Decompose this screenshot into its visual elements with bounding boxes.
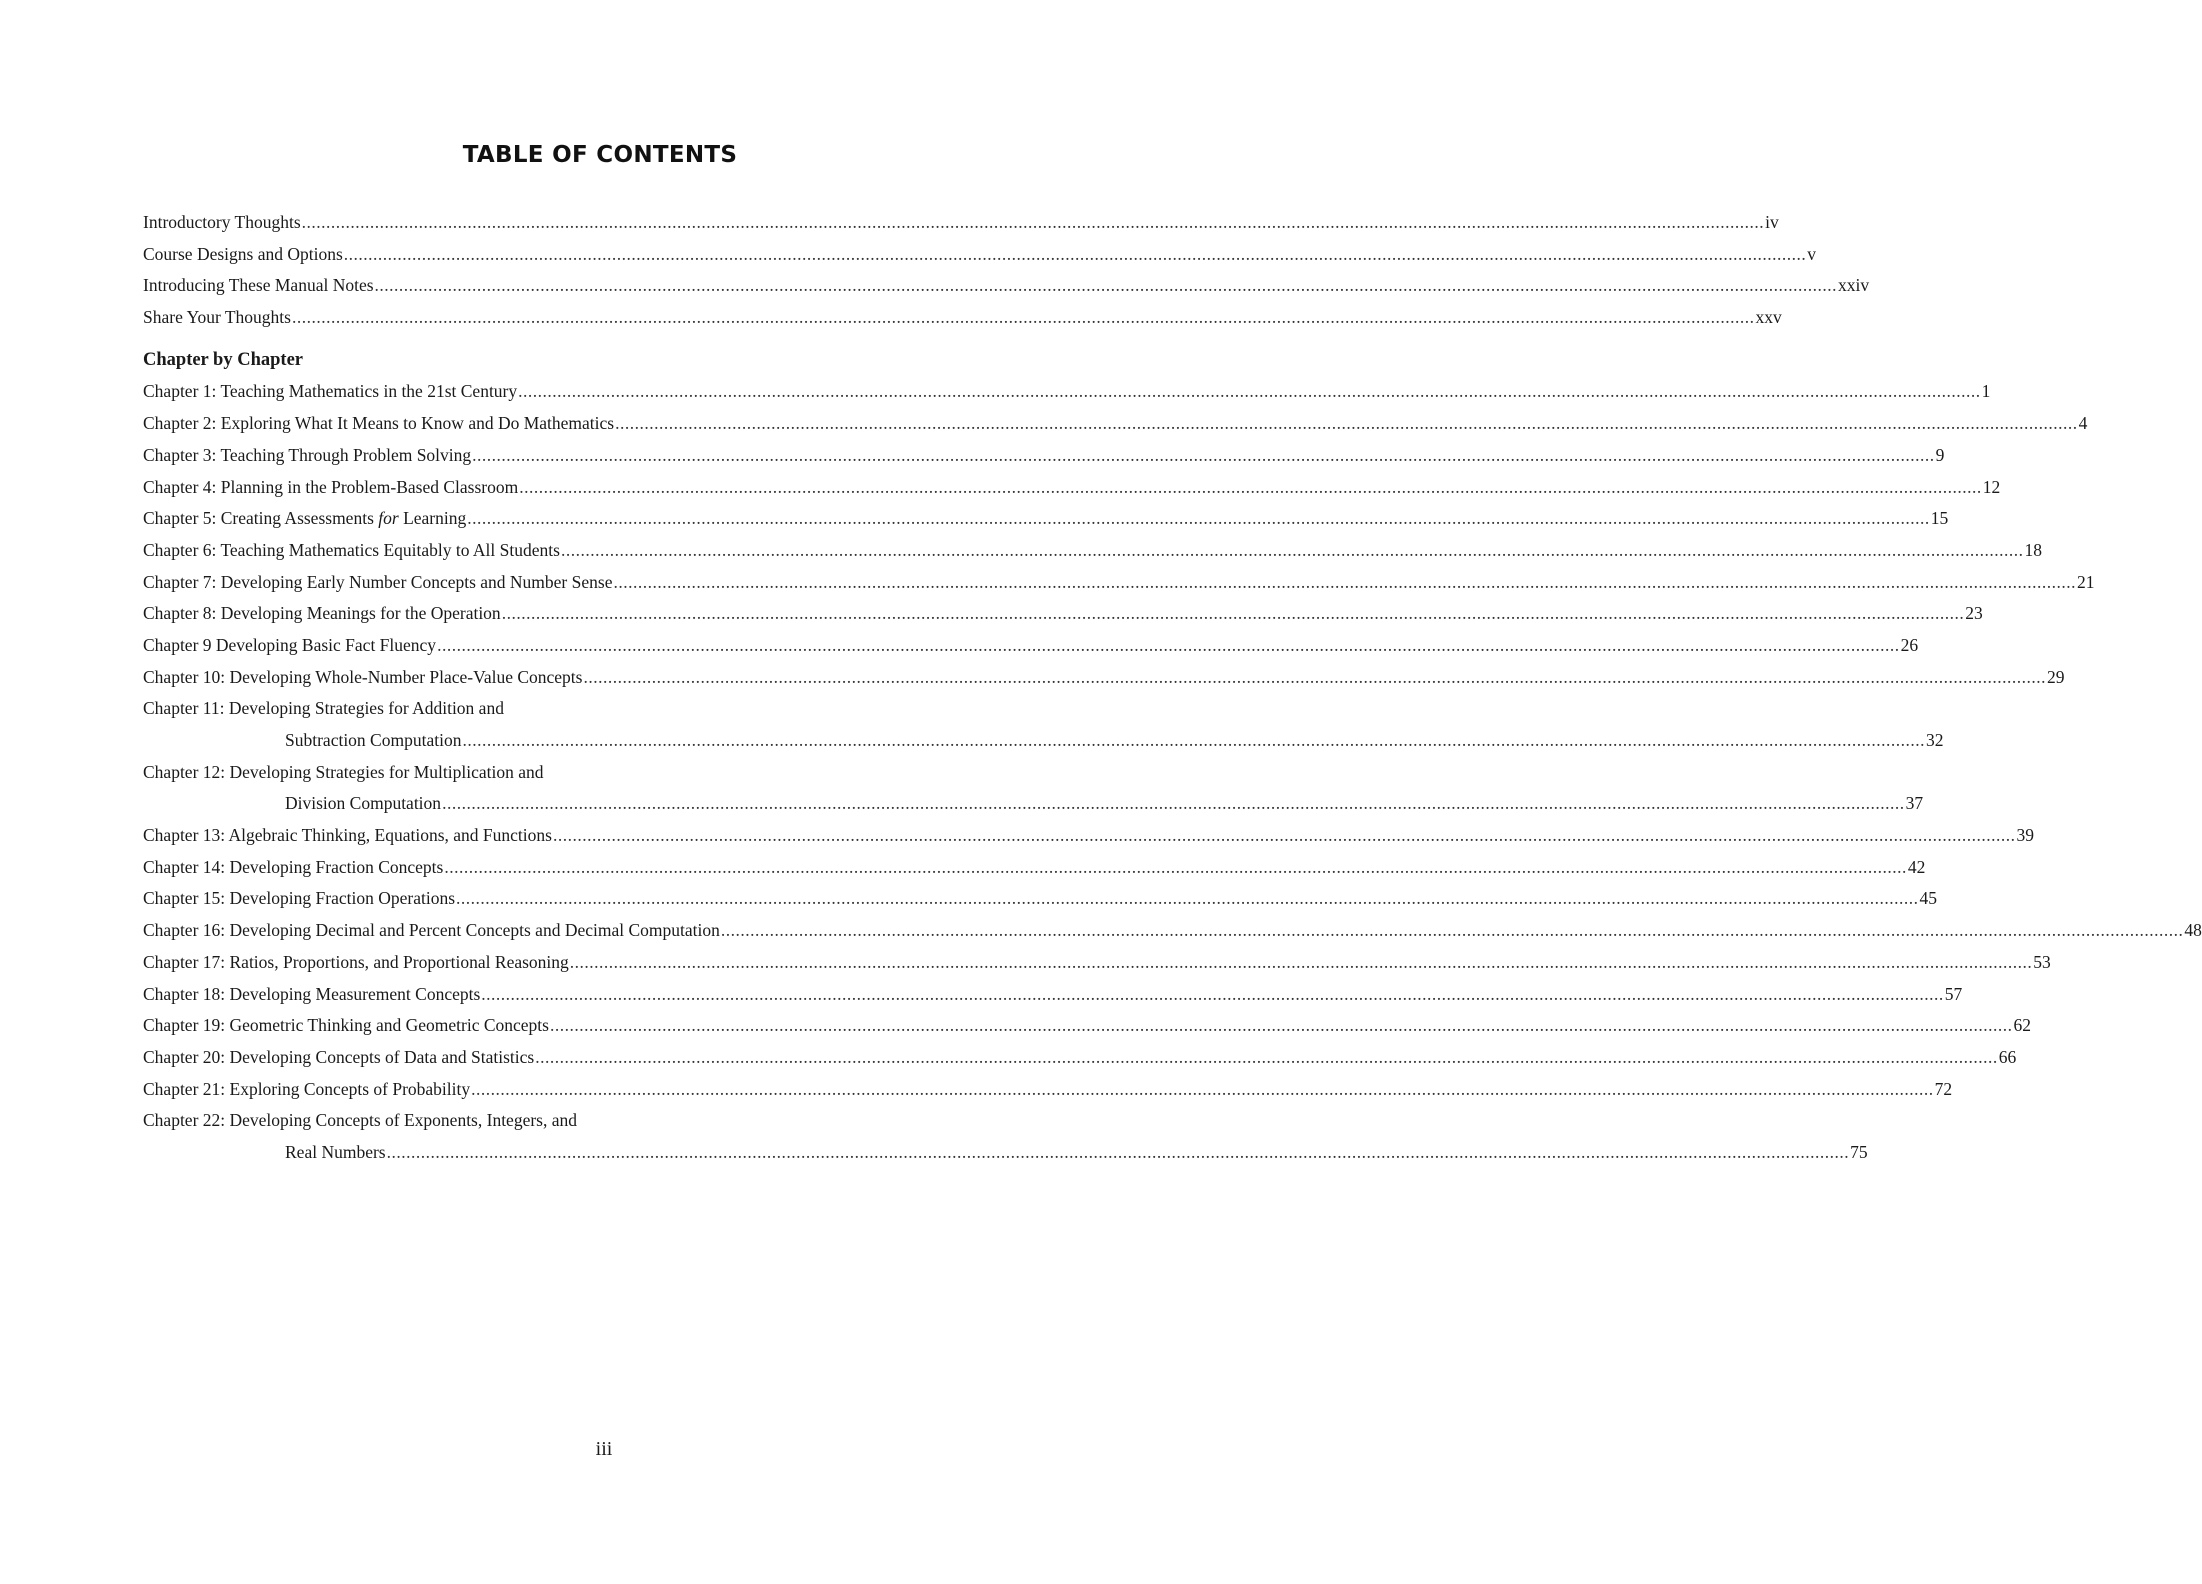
toc-entry-page: 62 bbox=[2013, 1015, 2031, 1036]
toc-entry-course-designs[interactable] bbox=[143, 239, 1817, 271]
toc-entry-title: Chapter 3: Teaching Through Problem Solving bbox=[143, 444, 472, 465]
toc-entry-page: 37 bbox=[1905, 793, 1924, 814]
page-number: iii bbox=[595, 1438, 613, 1460]
dot-leader: ............................................................................................................................................................................................................................................................................................................ bbox=[583, 666, 2046, 687]
toc-entry-title: Chapter 19: Geometric Thinking and Geometric Concepts bbox=[143, 1015, 549, 1036]
toc-entry-page: 42 bbox=[1907, 856, 1926, 877]
toc-entry-chapter-12[interactable] bbox=[143, 757, 1070, 789]
toc-entry-title: Chapter 17: Ratios, Proportions, and Proportional Reasoning bbox=[143, 951, 569, 972]
toc-entry-page: 45 bbox=[1919, 888, 1938, 909]
dot-leader: ............................................................................................................................................................................................................................................................................................................ bbox=[549, 1015, 2013, 1036]
toc-entry-title-continued: Real Numbers bbox=[285, 1141, 386, 1162]
dot-leader: ............................................................................................................................................................................................................................................................................................................ bbox=[552, 825, 2016, 846]
toc-entry-page: 12 bbox=[1982, 476, 2001, 497]
table-of-contents bbox=[143, 207, 2202, 1169]
toc-title-emphasis: for bbox=[378, 508, 399, 529]
dot-leader: ............................................................................................................................................................................................................................................................................................................ bbox=[560, 539, 2024, 560]
toc-entry-chapter-11[interactable] bbox=[143, 693, 1070, 725]
dot-leader: ............................................................................................................................................................................................................................................................................................................ bbox=[343, 243, 1807, 264]
toc-entry-chapter-15[interactable] bbox=[143, 883, 1938, 915]
toc-entry-title-continued: Subtraction Computation bbox=[285, 730, 462, 750]
toc-entry-page: 21 bbox=[2076, 571, 2095, 592]
toc-title-part: Chapter 5: Creating Assessments bbox=[143, 508, 379, 529]
dot-leader: ............................................................................................................................................................................................................................................................................................................ bbox=[518, 381, 1981, 402]
dot-leader: ............................................................................................................................................................................................................................................................................................................ bbox=[437, 634, 1900, 655]
toc-entry-manual-notes[interactable] bbox=[143, 270, 1870, 302]
dot-leader: ............................................................................................................................................................................................................................................................................................................ bbox=[720, 920, 2184, 941]
toc-entry-chapter-22-continued[interactable] bbox=[143, 1137, 1868, 1169]
toc-entry-page: 23 bbox=[1965, 603, 1983, 624]
toc-entry-page: 32 bbox=[1925, 730, 1944, 750]
section-heading: Chapter by Chapter bbox=[143, 349, 303, 370]
toc-entry-page: 53 bbox=[2033, 951, 2051, 972]
toc-entry-page: 57 bbox=[1944, 983, 1963, 1004]
toc-entry-chapter-9[interactable] bbox=[143, 630, 1919, 662]
toc-entry-title: Chapter 18: Developing Measurement Concepts bbox=[143, 983, 481, 1004]
toc-entry-chapter-14[interactable] bbox=[143, 852, 1926, 884]
dot-leader: ............................................................................................................................................................................................................................................................................................................ bbox=[471, 1078, 1934, 1099]
toc-entry-title: Chapter 7: Developing Early Number Concepts and Number Sense bbox=[143, 571, 613, 592]
toc-entry-chapter-22[interactable] bbox=[143, 1105, 1070, 1137]
toc-entry-chapter-5[interactable] bbox=[143, 503, 1949, 535]
toc-entry-page: 26 bbox=[1900, 634, 1919, 655]
toc-entry-chapter-1[interactable] bbox=[143, 376, 1991, 408]
toc-entry-title: Chapter 22: Developing Concepts of Exponents, Integers, and bbox=[143, 1110, 577, 1131]
toc-entry-page: 39 bbox=[2016, 825, 2034, 846]
toc-entry-page: 72 bbox=[1934, 1078, 1953, 1099]
toc-entry-chapter-19[interactable] bbox=[143, 1010, 2031, 1042]
toc-entry-page: 9 bbox=[1935, 444, 1945, 465]
toc-entry-chapter-18[interactable] bbox=[143, 979, 1963, 1011]
toc-entry-title: Chapter 8: Developing Meanings for the Operation bbox=[143, 603, 501, 624]
toc-entry-title: Introducing These Manual Notes bbox=[143, 275, 374, 296]
toc-entry-chapter-6[interactable] bbox=[143, 535, 2042, 567]
dot-leader: ............................................................................................................................................................................................................................................................................................................ bbox=[444, 856, 1907, 877]
toc-entry-title: Share Your Thoughts bbox=[143, 307, 291, 328]
toc-entry-page: xxv bbox=[1755, 307, 1782, 328]
toc-entry-chapter-7[interactable] bbox=[143, 567, 2095, 599]
toc-entry-page: 29 bbox=[2046, 666, 2065, 687]
toc-entry-chapter-17[interactable] bbox=[143, 947, 2051, 979]
dot-leader: ............................................................................................................................................................................................................................................................................................................ bbox=[501, 603, 1965, 624]
section-gap bbox=[143, 334, 1070, 345]
toc-entry-chapter-4[interactable] bbox=[143, 472, 2001, 504]
dot-leader: ............................................................................................................................................................................................................................................................................................................ bbox=[462, 730, 1925, 750]
toc-entry-page: 15 bbox=[1930, 508, 1949, 529]
toc-entry-title: Chapter 4: Planning in the Problem-Based Classroom bbox=[143, 476, 519, 497]
toc-entry-title: Introductory Thoughts bbox=[143, 212, 301, 232]
toc-entry-share-thoughts[interactable] bbox=[143, 302, 1782, 334]
dot-leader: ............................................................................................................................................................................................................................................................................................................ bbox=[301, 212, 1765, 232]
toc-entry-title bbox=[143, 503, 466, 535]
toc-entry-page: 48 bbox=[2184, 920, 2202, 941]
toc-entry-title: Chapter 21: Exploring Concepts of Probability bbox=[143, 1078, 471, 1099]
toc-entry-page: 18 bbox=[2024, 539, 2042, 560]
toc-entry-chapter-8[interactable] bbox=[143, 598, 1983, 630]
dot-leader: ............................................................................................................................................................................................................................................................................................................ bbox=[481, 983, 1944, 1004]
toc-entry-page: xxiv bbox=[1838, 275, 1870, 296]
dot-leader: ............................................................................................................................................................................................................................................................................................................ bbox=[386, 1141, 1850, 1162]
toc-entry-page: iv bbox=[1765, 212, 1779, 232]
dot-leader: ............................................................................................................................................................................................................................................................................................................ bbox=[472, 444, 1935, 465]
dot-leader: ............................................................................................................................................................................................................................................................................................................ bbox=[467, 508, 1930, 529]
toc-entry-title: Chapter 20: Developing Concepts of Data and Statistics bbox=[143, 1046, 535, 1067]
toc-entry-page: v bbox=[1807, 243, 1817, 264]
toc-title-part: Learning bbox=[398, 508, 467, 529]
dot-leader: ............................................................................................................................................................................................................................................................................................................ bbox=[615, 413, 2078, 434]
toc-entry-title: Chapter 2: Exploring What It Means to Know and Do Mathematics bbox=[143, 413, 615, 434]
toc-entry-title: Chapter 9 Developing Basic Fact Fluency bbox=[143, 634, 437, 655]
toc-entry-page: 1 bbox=[1981, 381, 1991, 402]
toc-entry-title: Chapter 10: Developing Whole-Number Place-Value Concepts bbox=[143, 666, 583, 687]
toc-entry-title: Chapter 16: Developing Decimal and Percent Concepts and Decimal Computation bbox=[143, 920, 720, 941]
toc-entry-chapter-21[interactable] bbox=[143, 1074, 1953, 1106]
toc-entry-chapter-3[interactable] bbox=[143, 440, 1945, 472]
toc-entry-page: 66 bbox=[1998, 1046, 2017, 1067]
dot-leader: ............................................................................................................................................................................................................................................................................................................ bbox=[456, 888, 1919, 909]
dot-leader: ............................................................................................................................................................................................................................................................................................................ bbox=[535, 1046, 1998, 1067]
toc-entry-page: 4 bbox=[2078, 413, 2088, 434]
toc-entry-chapter-12-continued[interactable] bbox=[143, 788, 1924, 820]
dot-leader: ............................................................................................................................................................................................................................................................................................................ bbox=[291, 307, 1755, 328]
toc-entry-title: Chapter 11: Developing Strategies for Addition and bbox=[143, 698, 504, 719]
toc-entry-page: 75 bbox=[1850, 1141, 1868, 1162]
toc-entry-title-continued: Division Computation bbox=[285, 793, 442, 814]
toc-entry-chapter-20[interactable] bbox=[143, 1042, 2017, 1074]
toc-entry-title: Chapter 14: Developing Fraction Concepts bbox=[143, 856, 444, 877]
toc-entry-chapter-11-continued[interactable] bbox=[143, 725, 1944, 757]
dot-leader: ............................................................................................................................................................................................................................................................................................................ bbox=[613, 571, 2076, 592]
toc-entry-introductory-thoughts[interactable] bbox=[143, 207, 1779, 239]
dot-leader: ............................................................................................................................................................................................................................................................................................................ bbox=[374, 275, 1838, 296]
dot-leader: ............................................................................................................................................................................................................................................................................................................ bbox=[442, 793, 1905, 814]
toc-entry-title: Course Designs and Options bbox=[143, 243, 343, 264]
toc-entry-title: Chapter 12: Developing Strategies for Multiplication and bbox=[143, 761, 544, 782]
page-title: TABLE OF CONTENTS bbox=[462, 142, 738, 168]
toc-entry-chapter-16[interactable] bbox=[143, 915, 2202, 947]
toc-entry-title: Chapter 15: Developing Fraction Operations bbox=[143, 888, 456, 909]
toc-entry-title: Chapter 6: Teaching Mathematics Equitably to All Students bbox=[143, 539, 560, 560]
dot-leader: ............................................................................................................................................................................................................................................................................................................ bbox=[569, 951, 2033, 972]
dot-leader: ............................................................................................................................................................................................................................................................................................................ bbox=[519, 476, 1982, 497]
toc-entry-chapter-13[interactable] bbox=[143, 820, 2034, 852]
toc-entry-chapter-10[interactable] bbox=[143, 662, 2065, 694]
toc-entry-title: Chapter 13: Algebraic Thinking, Equations, and Functions bbox=[143, 825, 552, 846]
toc-entry-title: Chapter 1: Teaching Mathematics in the 21st Century bbox=[143, 381, 518, 402]
toc-entry-chapter-2[interactable] bbox=[143, 408, 2088, 440]
